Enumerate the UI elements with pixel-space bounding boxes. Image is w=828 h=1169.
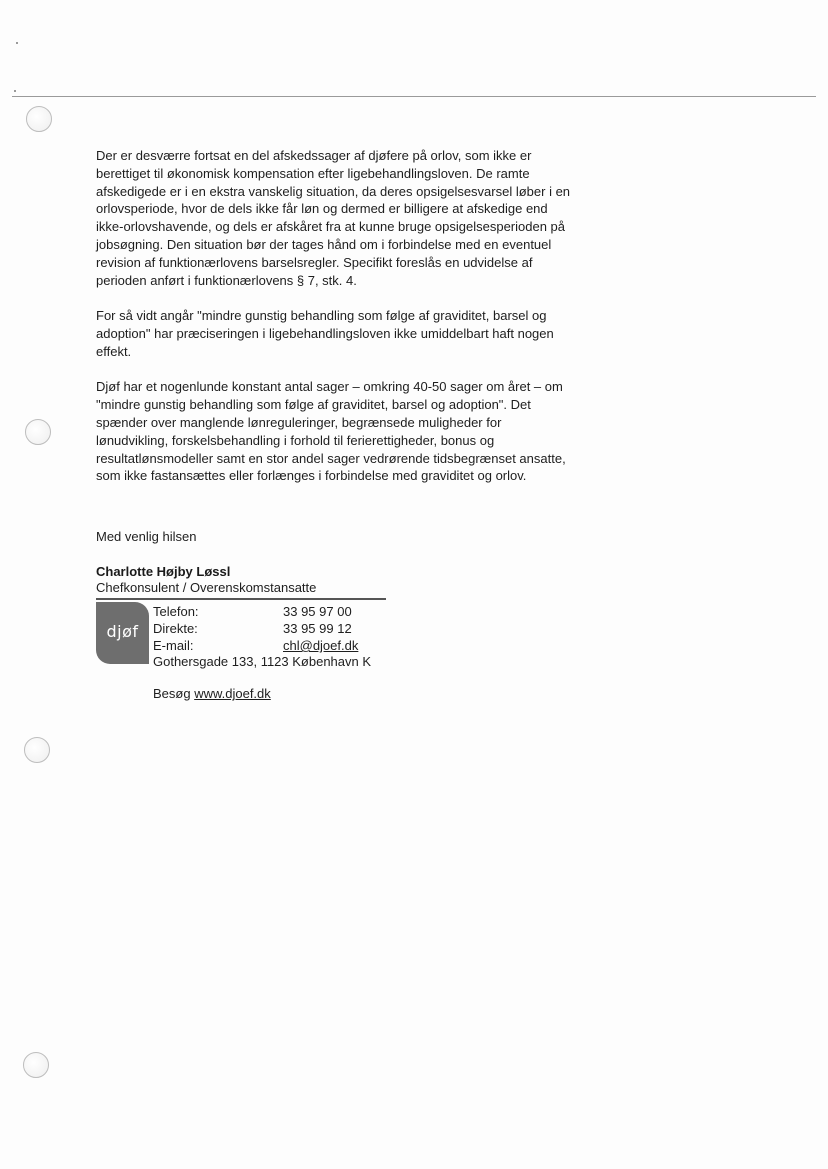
text-line: ikke-orlovshavende, og dels er afskåret fra at kunne bruge opsigelsesperioden på bbox=[96, 219, 566, 235]
text-line: jobsøgning. Den situation bør der tages hånd om i forbindelse med en eventuel bbox=[96, 236, 552, 252]
text-line: Djøf har et nogenlunde konstant antal sager – omkring 40-50 sager om året – om bbox=[96, 379, 563, 395]
closing-greeting: Med venlig hilsen bbox=[96, 529, 197, 544]
text-line: adoption" har præciseringen i ligebehandlingsloven ikke umiddelbart haft nogen bbox=[96, 325, 554, 341]
phone-value: 33 95 97 00 bbox=[283, 604, 352, 619]
paragraph-2 bbox=[96, 307, 606, 360]
paragraph-3 bbox=[96, 378, 606, 485]
signer-name: Charlotte Højby Løssl bbox=[96, 564, 231, 579]
punch-hole bbox=[26, 106, 52, 132]
text-line: afskedigede er i en ekstra vanskelig situation, da deres opsigelsesvarsel løber i en bbox=[96, 183, 571, 199]
punch-hole bbox=[23, 1052, 49, 1078]
text-line: revision af funktionærlovens barselsregler. Specifikt foreslås en udvidelse af bbox=[96, 254, 533, 270]
text-line: lønudvikling, forskelsbehandling i forhold til ferierettigheder, bonus og bbox=[96, 432, 495, 448]
direct-label: Direkte: bbox=[153, 621, 198, 636]
website-link[interactable]: www.djoef.dk bbox=[194, 686, 271, 701]
visit-line bbox=[153, 686, 271, 701]
text-line: effekt. bbox=[96, 343, 132, 359]
email-label: E-mail: bbox=[153, 638, 194, 653]
signature-divider bbox=[96, 598, 386, 600]
text-line: For så vidt angår "mindre gunstig behandling som følge af graviditet, barsel og bbox=[96, 308, 547, 324]
punch-hole bbox=[24, 737, 50, 763]
email-link[interactable]: chl@djoef.dk bbox=[283, 638, 359, 653]
scan-speck bbox=[14, 90, 16, 92]
scan-speck bbox=[16, 42, 18, 44]
djoef-logo bbox=[96, 602, 149, 664]
email-value bbox=[283, 638, 358, 653]
logo-text: djøf bbox=[106, 622, 139, 641]
text-line: orlovsperiode, hvor de dels ikke får løn og dermed er billigere at afskedige end bbox=[96, 201, 548, 217]
address: Gothersgade 133, 1123 København K bbox=[153, 654, 372, 669]
text-line: "mindre gunstig behandling som følge af graviditet, barsel og adoption". Det bbox=[96, 397, 531, 413]
letter-body bbox=[96, 147, 606, 503]
header-divider bbox=[12, 96, 816, 97]
text-line: perioden anført i funktionærlovens § 7, stk. 4. bbox=[96, 272, 357, 288]
text-line: Der er desværre fortsat en del afskedssager af djøfere på orlov, som ikke er bbox=[96, 148, 532, 163]
punch-hole bbox=[25, 419, 51, 445]
phone-label: Telefon: bbox=[153, 604, 199, 619]
paragraph-1 bbox=[96, 147, 606, 289]
direct-value: 33 95 99 12 bbox=[283, 621, 352, 636]
signer-title: Chefkonsulent / Overenskomstansatte bbox=[96, 580, 317, 595]
visit-prefix: Besøg bbox=[153, 686, 195, 701]
text-line: spænder over manglende lønreguleringer, begrænsede muligheder for bbox=[96, 414, 502, 430]
text-line: resultatlønsmodeller samt en stor andel sager vedrørende tidsbegrænset ansatte, bbox=[96, 450, 566, 466]
text-line: som ikke fastansættes eller forlænges i forbindelse med graviditet og orlov. bbox=[96, 468, 527, 484]
text-line: berettiget til økonomisk kompensation efter ligebehandlingsloven. De ramte bbox=[96, 165, 530, 181]
